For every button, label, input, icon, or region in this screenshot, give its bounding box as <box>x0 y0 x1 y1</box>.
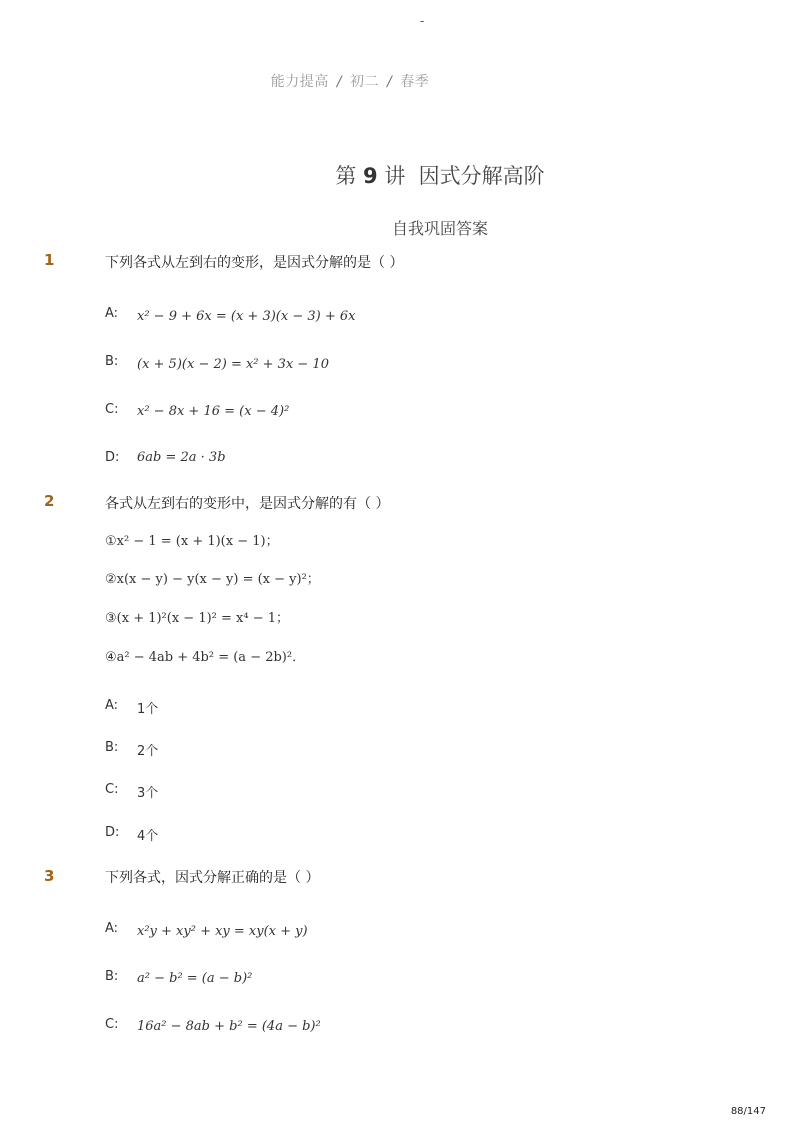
section-title: 自我巩固答案 <box>391 219 488 238</box>
option-content: 2个 <box>137 744 159 759</box>
lecture-title <box>0 160 800 190</box>
question-number: 2 <box>44 492 55 510</box>
option-content: a² − b² = (a − b)² <box>137 971 253 986</box>
option-content: 16a² − 8ab + b² = (4a − b)² <box>137 1019 321 1034</box>
question-text: 下列各式从左到右的变形，是因式分解的是（ ） <box>105 255 404 271</box>
option-label: A: <box>105 921 119 936</box>
lecture-prefix: 第 <box>335 164 357 188</box>
statement: ①x² − 1 = (x + 1)(x − 1)； <box>105 534 279 549</box>
option-label: C: <box>105 1017 119 1032</box>
option-content: 1个 <box>137 702 159 717</box>
breadcrumb-separator: / <box>387 74 393 90</box>
breadcrumb-separator: / <box>336 74 342 90</box>
statement: ②x(x − y) − y(x − y) = (x − y)²； <box>105 572 320 587</box>
option-label: C: <box>105 402 119 417</box>
option-label: B: <box>105 969 119 984</box>
option-content: x² − 8x + 16 = (x − 4)² <box>137 404 290 419</box>
option-label: A: <box>105 306 119 321</box>
statement: ④a² − 4ab + 4b² = (a − 2b)²． <box>105 650 306 665</box>
breadcrumb <box>0 71 700 91</box>
page-number: 88/147 <box>730 1106 766 1117</box>
question-number: 3 <box>44 867 55 885</box>
option-content: (x + 5)(x − 2) = x² + 3x − 10 <box>137 357 329 372</box>
lecture-suffix: 讲 <box>384 164 406 188</box>
question-text: 下列各式，因式分解正确的是（ ） <box>105 870 320 886</box>
statement: ③(x + 1)²(x − 1)² = x⁴ − 1； <box>105 611 290 626</box>
option-content: x²y + xy² + xy = xy(x + y) <box>137 924 308 939</box>
option-content: 3个 <box>137 786 159 801</box>
lecture-topic: 因式分解高阶 <box>418 164 545 188</box>
option-label: B: <box>105 740 119 755</box>
question-text: 各式从左到右的变形中，是因式分解的有（ ） <box>105 496 390 512</box>
lecture-number: 9 <box>363 164 378 188</box>
option-label: D: <box>105 450 120 465</box>
breadcrumb-level: 能力提高 <box>270 74 329 90</box>
option-label: C: <box>105 782 119 797</box>
option-content: 6ab = 2a · 3b <box>137 450 226 465</box>
question-number: 1 <box>44 251 55 269</box>
option-label: B: <box>105 354 119 369</box>
option-content: 4个 <box>137 829 159 844</box>
header-dash: - <box>420 14 425 28</box>
breadcrumb-term: 春季 <box>400 74 430 90</box>
breadcrumb-grade: 初二 <box>350 74 379 90</box>
option-label: A: <box>105 698 119 713</box>
option-label: D: <box>105 825 120 840</box>
option-content: x² − 9 + 6x = (x + 3)(x − 3) + 6x <box>137 309 356 324</box>
